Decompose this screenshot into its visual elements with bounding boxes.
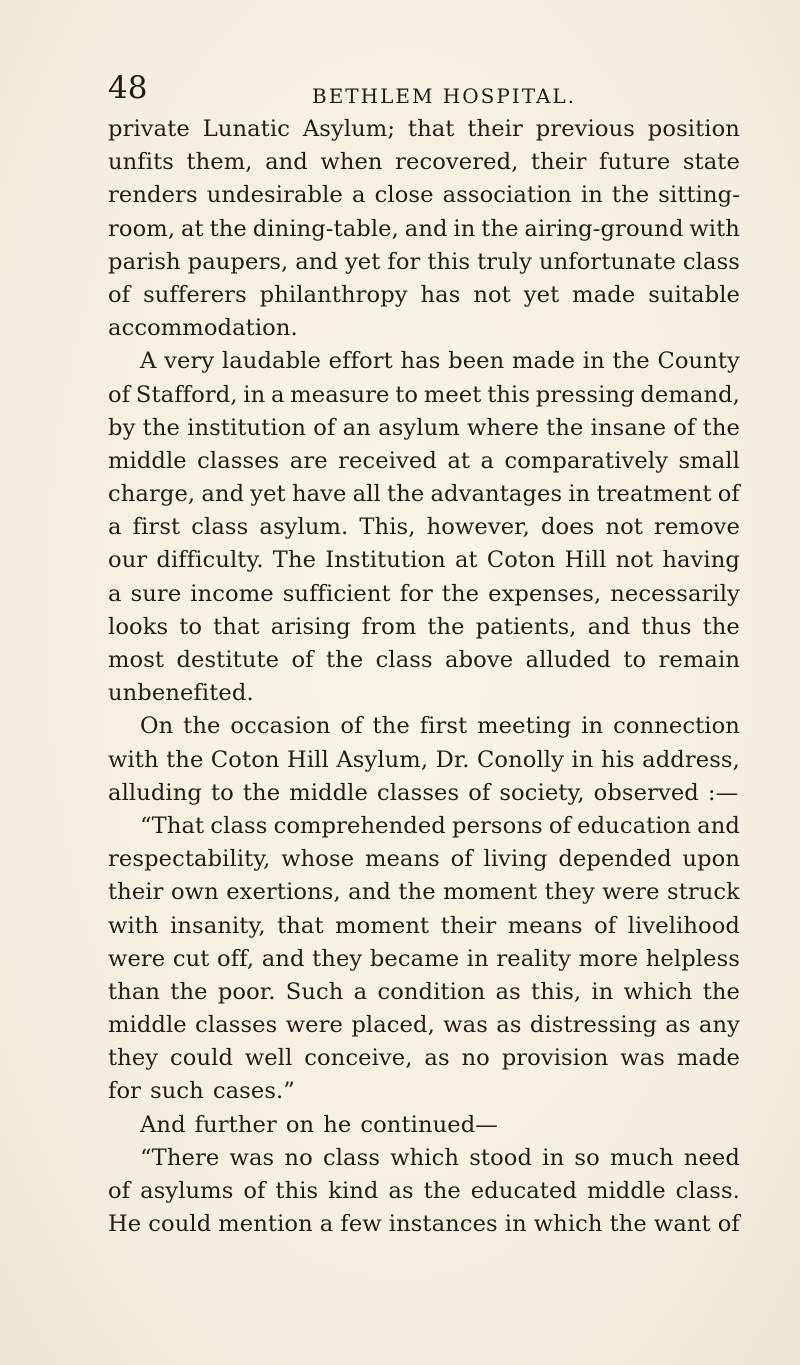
text-line: “There was no class which stood in so much need <box>140 1144 740 1171</box>
page-header <box>108 70 748 110</box>
text-line: with the Coton Hill Asylum, Dr. Conolly in his address, <box>108 746 740 773</box>
text-line: On the occasion of the first meeting in connection <box>140 713 740 740</box>
text-line: parish paupers, and yet for this truly unfortunate class <box>108 248 740 275</box>
text-line: they could well conceive, as no provision was made <box>108 1045 740 1072</box>
text-line: middle classes are received at a comparatively small <box>108 447 740 474</box>
text-line: middle classes were placed, was as distressing as any <box>108 1012 740 1039</box>
text-line: unfits them, and when recovered, their future state <box>108 149 740 176</box>
text-line: And further on he continued— <box>140 1111 498 1138</box>
text-line: of Stafford, in a measure to meet this pressing demand, <box>108 381 740 408</box>
text-line: renders undesirable a close association in the sitting- <box>108 182 740 209</box>
text-line: for such cases.” <box>108 1078 295 1105</box>
text-line: room, at the dining-table, and in the airing-ground with <box>108 215 740 242</box>
text-line: by the institution of an asylum where the insane of the <box>108 414 740 441</box>
text-line: accommodation. <box>108 315 298 342</box>
text-line: our difficulty. The Institution at Coton Hill not having <box>108 547 740 574</box>
text-line: a sure income sufficient for the expenses, necessarily <box>108 580 740 607</box>
page-number: 48 <box>108 70 148 106</box>
text-line: of asylums of this kind as the educated middle class. <box>108 1178 740 1204</box>
text-line: their own exertions, and the moment they were struck <box>108 879 740 906</box>
text-line: “That class comprehended persons of education and <box>140 812 740 839</box>
body-text <box>108 113 740 1241</box>
text-line: alluding to the middle classes of society, observed :— <box>108 779 739 806</box>
text-line: than the poor. Such a condition as this, in which the <box>108 978 740 1005</box>
text-line: respectability, whose means of living depended upon <box>108 846 740 873</box>
text-line: were cut off, and they became in reality more helpless <box>108 945 740 972</box>
text-line: He could mention a few instances in which the want of <box>108 1211 740 1238</box>
running-head: BETHLEM HOSPITAL. <box>312 84 577 108</box>
text-line: with insanity, that moment their means of livelihood <box>108 912 740 939</box>
text-line: a first class asylum. This, however, does not remove <box>108 514 740 541</box>
text-line: of sufferers philanthropy has not yet made suitable <box>108 281 740 308</box>
text-line: private Lunatic Asylum; that their previous position <box>108 116 740 142</box>
text-line: looks to that arising from the patients, and thus the <box>108 613 740 640</box>
text-line: charge, and yet have all the advantages in treatment of <box>108 481 740 508</box>
text-line: unbenefited. <box>108 680 254 707</box>
text-line: A very laudable effort has been made in the County <box>140 348 740 375</box>
text-line: most destitute of the class above alluded to remain <box>108 647 740 673</box>
